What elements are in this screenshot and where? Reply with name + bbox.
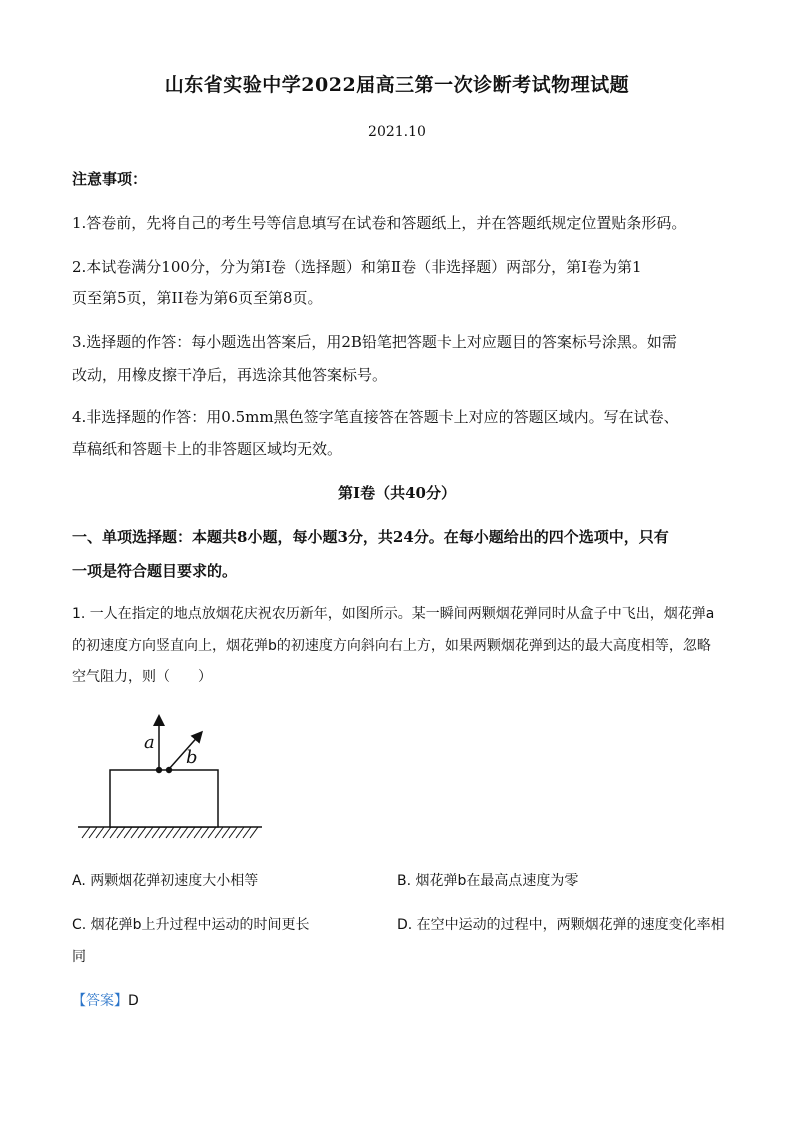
ground-hatching (78, 827, 262, 838)
notice-item-3: 3.选择题的作答：每小题选出答案后，用2B铅笔把答题卡上对应题目的答案标号涂黑。如需 (72, 333, 677, 351)
answer-tag: 【答案】 (72, 993, 128, 1009)
question-1-line-1: 1. 一人在指定的地点放烟花庆祝农历新年，如图所示。某一瞬间两颗烟花弹同时从盒子中飞出，烟花弹a (72, 606, 715, 622)
label-a: a (144, 732, 155, 753)
box (110, 770, 218, 827)
page-title: 山东省实验中学2022届高三第一次诊断考试物理试题 (164, 74, 630, 96)
notice-heading: 注意事项： (72, 170, 148, 188)
notice-item-2-cont: 页至第5页，第II卷为第6页至第8页。 (72, 289, 323, 307)
part-one-instruction-cont: 一项是符合题目要求的。 (72, 562, 238, 580)
answer-value: D (128, 993, 139, 1009)
section-title: 第Ⅰ卷（共40分） (338, 484, 456, 502)
notice-item-2: 2.本试卷满分100分，分为第Ⅰ卷（选择题）和第Ⅱ卷（非选择题）两部分，第Ⅰ卷为第1 (72, 258, 642, 276)
part-one-instruction: 一、单项选择题：本题共8小题，每小题3分，共24分。在每小题给出的四个选项中，只有 (72, 528, 669, 546)
answer-line (72, 990, 139, 1010)
shell-b (166, 767, 172, 773)
option-d: D. 在空中运动的过程中，两颗烟花弹的速度变化率相 (397, 917, 725, 933)
notice-item-3-cont: 改动，用橡皮擦干净后，再选涂其他答案标号。 (72, 366, 388, 384)
fireworks-figure (72, 705, 272, 845)
question-1-line-2: 的初速度方向竖直向上，烟花弹b的初速度方向斜向右上方，如果两颗烟花弹到达的最大高度相等，忽略 (72, 638, 711, 654)
notice-item-4: 4.非选择题的作答：用0.5mm黑色签字笔直接答在答题卡上对应的答题区域内。写在试卷、 (72, 408, 679, 426)
label-b: b (186, 747, 198, 768)
exam-date: 2021.10 (368, 124, 426, 140)
notice-item-1: 1.答卷前，先将自己的考生号等信息填写在试卷和答题纸上，并在答题纸规定位置贴条形码。 (72, 214, 687, 232)
option-a: A. 两颗烟花弹初速度大小相等 (72, 873, 259, 889)
question-1-line-3: 空气阻力，则（ ） (72, 669, 212, 685)
notice-item-4-cont: 草稿纸和答题卡上的非答题区域均无效。 (72, 440, 343, 458)
option-c: C. 烟花弹b上升过程中运动的时间更长 (72, 917, 310, 933)
option-b: B. 烟花弹b在最高点速度为零 (397, 873, 579, 889)
option-d-cont: 同 (72, 949, 86, 965)
shell-a (156, 767, 162, 773)
